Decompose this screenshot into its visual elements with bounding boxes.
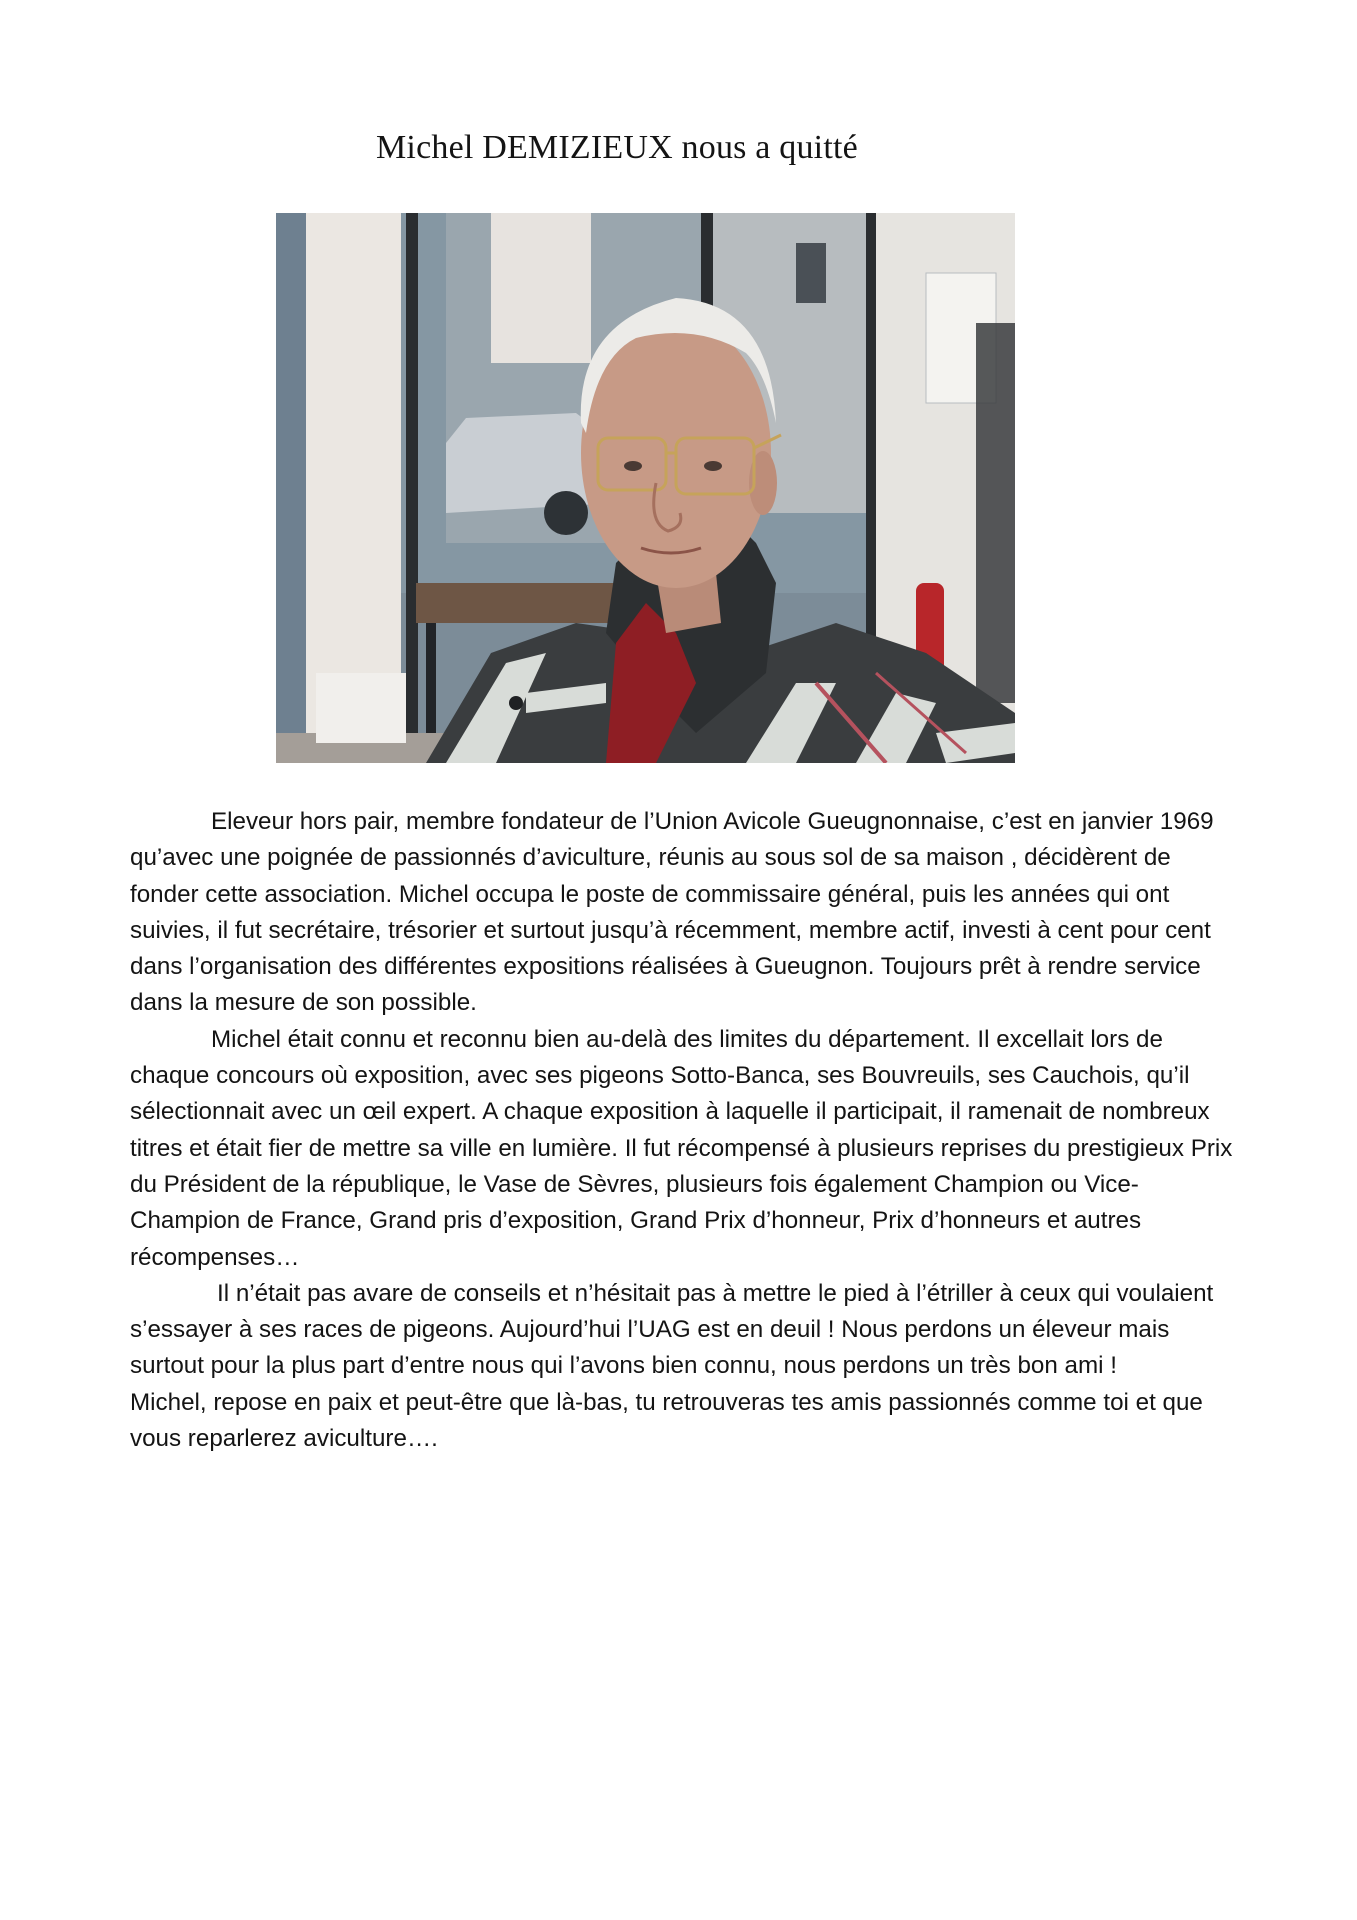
portrait-illustration bbox=[276, 213, 1015, 763]
paragraph-achievements: Michel était connu et reconnu bien au-delà des limites du département. Il excellait lors de chaque concours où exposition, avec ses pigeons Sotto-Banca, ses Bouvreuils, ses Cauchois, qu’il sélectionnait avec un œil expert. A chaque exposition à laquelle il participait, il ramenait de nombreux titres et était fier de mettre sa ville en lumière. Il fut récompensé à plusieurs reprises du prestigieux Prix du Président de la république, le Vase de Sèvres, plusieurs fois également Champion ou Vice-Champion de France, Grand pris d’exposition, Grand Prix d’honneur, Prix d’honneurs et autres récompenses… bbox=[130, 1025, 1233, 1271]
paragraph-farewell: Michel, repose en paix et peut-être que là-bas, tu retrouveras tes amis passionnés comme toi et que vous reparlerez aviculture…. bbox=[130, 1388, 1203, 1453]
article-body bbox=[130, 804, 1240, 1457]
paragraph-mourning: Il n’était pas avare de conseils et n’hésitait pas à mettre le pied à l’étriller à ceux qui voulaient s’essayer à ses races de pigeons. Aujourd’hui l’UAG est en deuil ! Nous perdons un éleveur mais surtout pour la plus part d’entre nous qui l’avons bien connu, nous perdons un très bon ami ! bbox=[130, 1279, 1214, 1380]
portrait-photo bbox=[276, 213, 1015, 763]
paragraph-founder: Eleveur hors pair, membre fondateur de l’Union Avicole Gueugnonnaise, c’est en janvier 1969 qu’avec une poignée de passionnés d’aviculture, réunis au sous sol de sa maison , décidèrent de fonder cette association. Michel occupa le poste de commissaire général, puis les années qui ont suivies, il fut secrétaire, trésorier et surtout jusqu’à récemment, membre actif, investi à cent pour cent dans l’organisation des différentes expositions réalisées à Gueugnon. Toujours prêt à rendre service dans la mesure de son possible. bbox=[130, 808, 1214, 1017]
page-title: Michel DEMIZIEUX nous a quitté bbox=[376, 129, 858, 166]
